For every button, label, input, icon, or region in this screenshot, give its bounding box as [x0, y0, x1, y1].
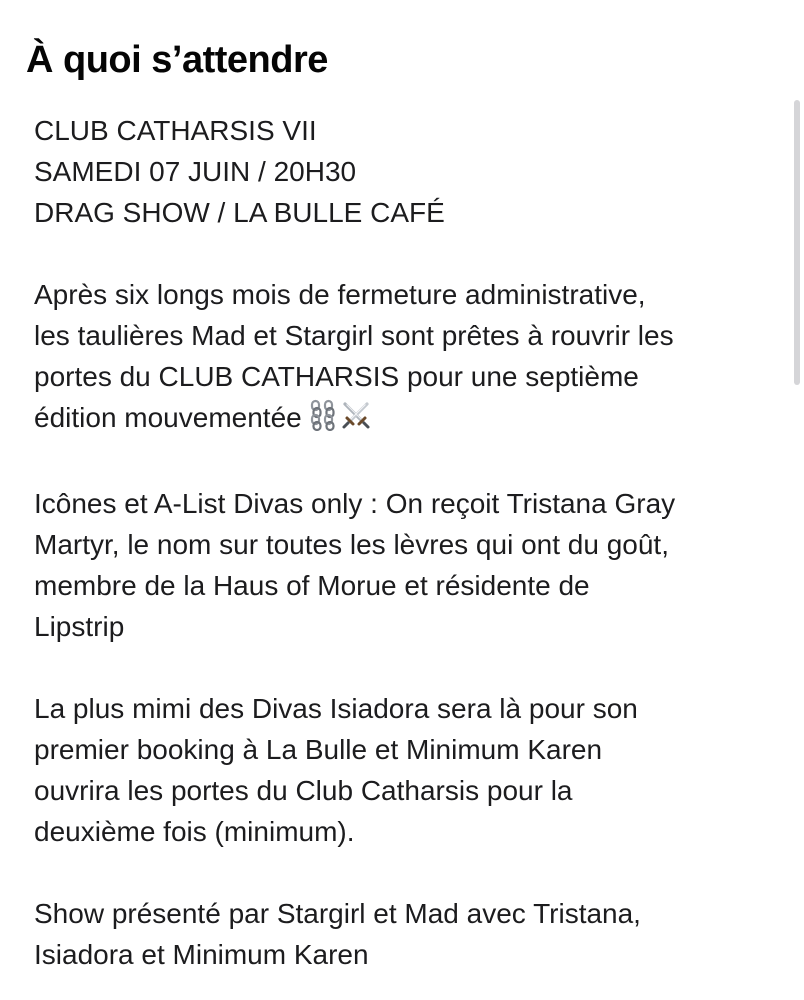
- paragraph-line: Icônes et A-List Divas only : On reçoit Tristana Gray: [34, 488, 676, 519]
- paragraph-line: Lipstrip: [34, 611, 125, 642]
- paragraph-line: Martyr, le nom sur toutes les lèvres qui ont du goût,: [34, 529, 669, 560]
- paragraph-line: premier booking à La Bulle et Minimum Karen: [34, 734, 603, 765]
- event-header-block: [34, 110, 786, 233]
- paragraph-line: deuxième fois (minimum).: [34, 816, 355, 847]
- description-paragraph-2: [34, 483, 786, 647]
- description-paragraph-4: [34, 893, 786, 975]
- description-paragraph-1: [34, 274, 786, 442]
- paragraph-line: ouvrira les portes du Club Catharsis pour la: [34, 775, 573, 806]
- crossed-swords-icon: [340, 399, 372, 442]
- event-date-time: SAMEDI 07 JUIN / 20H30: [34, 156, 357, 187]
- section-title: À quoi s’attendre: [26, 39, 328, 81]
- paragraph-line: Show présenté par Stargirl et Mad avec Tristana,: [34, 898, 641, 929]
- description-paragraph-3: [34, 688, 786, 852]
- paragraph-line: portes du CLUB CATHARSIS pour une septième: [34, 361, 639, 392]
- paragraph-line: Isiadora et Minimum Karen: [34, 939, 369, 970]
- paragraph-line: les taulières Mad et Stargirl sont prêtes à rouvrir les: [34, 320, 674, 351]
- event-type-venue: DRAG SHOW / LA BULLE CAFÉ: [34, 197, 445, 228]
- paragraph-line: Après six longs mois de fermeture administrative,: [34, 279, 646, 310]
- chains-icon: [308, 399, 338, 442]
- paragraph-line-text: édition mouvementée: [34, 402, 302, 433]
- scrollbar[interactable]: [794, 100, 800, 385]
- paragraph-line: La plus mimi des Divas Isiadora sera là pour son: [34, 693, 638, 724]
- event-name: CLUB CATHARSIS VII: [34, 115, 317, 146]
- paragraph-line: membre de la Haus of Morue et résidente de: [34, 570, 590, 601]
- paragraph-line-with-emoji: [34, 397, 786, 442]
- event-description: [34, 110, 786, 1000]
